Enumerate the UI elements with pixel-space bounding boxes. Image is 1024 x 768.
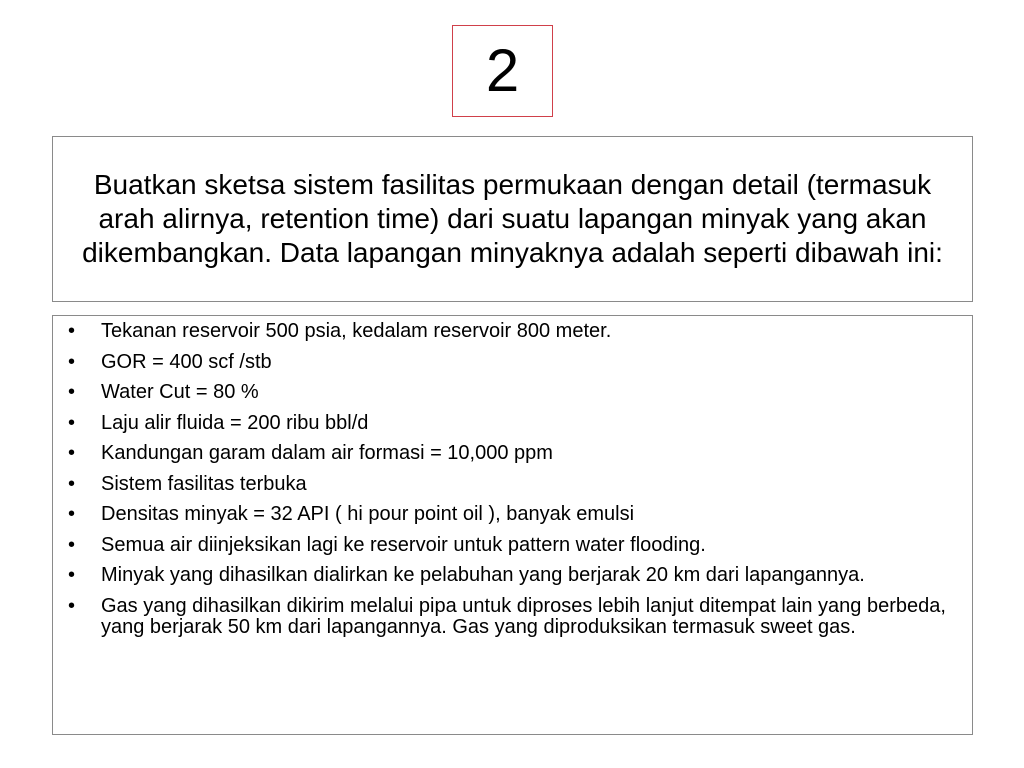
bullet-text: Kandungan garam dalam air formasi = 10,000 ppm bbox=[101, 442, 553, 464]
bullet-item bbox=[63, 321, 952, 342]
bullet-marker: • bbox=[68, 472, 76, 495]
bullet-marker: • bbox=[68, 442, 76, 464]
bullet-item bbox=[63, 413, 952, 434]
bullet-marker: • bbox=[68, 503, 76, 525]
slide-title-box bbox=[52, 136, 973, 302]
bullet-text: Laju alir fluida = 200 ribu bbl/d bbox=[101, 411, 369, 434]
bullet-text: Sistem fasilitas terbuka bbox=[101, 472, 307, 495]
bullet-item bbox=[63, 565, 952, 586]
bullet-text: Semua air diinjeksikan lagi ke reservoir untuk pattern water flooding. bbox=[101, 533, 706, 556]
bullet-marker: • bbox=[68, 411, 76, 434]
slide-number: 2 bbox=[452, 25, 553, 117]
bullet-item bbox=[63, 596, 952, 638]
slide-title: Buatkan sketsa sistem fasilitas permukaan dengan detail (termasuk arah alirnya, retention time) dari suatu lapangan minyak yang akan dikembangkan. Data lapangan minyaknya adalah seperti dibawah ini: bbox=[82, 169, 943, 268]
bullet-marker: • bbox=[68, 381, 76, 403]
bullet-marker: • bbox=[68, 320, 76, 342]
bullet-text: Gas yang dihasilkan dikirim melalui pipa untuk diproses lebih lanjut ditempat lain yang berbeda, yang berjarak 50 km dari lapangannya. Gas yang diproduksikan termasuk sweet gas. bbox=[101, 594, 946, 638]
bullet-item bbox=[63, 352, 952, 373]
bullet-text: Minyak yang dihasilkan dialirkan ke pelabuhan yang berjarak 20 km dari lapangannya. bbox=[101, 564, 865, 586]
bullet-marker: • bbox=[68, 564, 76, 586]
bullet-item bbox=[63, 474, 952, 495]
bullet-text: Densitas minyak = 32 API ( hi pour point oil ), banyak emulsi bbox=[101, 503, 635, 525]
bullet-item bbox=[63, 382, 952, 403]
bullet-item bbox=[63, 535, 952, 556]
bullet-list bbox=[63, 321, 952, 638]
bullet-text: GOR = 400 scf /stb bbox=[101, 350, 272, 373]
bullet-marker: • bbox=[68, 350, 76, 373]
bullet-text: Tekanan reservoir 500 psia, kedalam reservoir 800 meter. bbox=[101, 320, 612, 342]
bullet-marker: • bbox=[68, 594, 76, 617]
bullet-item bbox=[63, 504, 952, 525]
bullet-text: Water Cut = 80 % bbox=[101, 381, 259, 403]
bullet-box bbox=[52, 315, 973, 735]
bullet-item bbox=[63, 443, 952, 464]
bullet-marker: • bbox=[68, 533, 76, 556]
